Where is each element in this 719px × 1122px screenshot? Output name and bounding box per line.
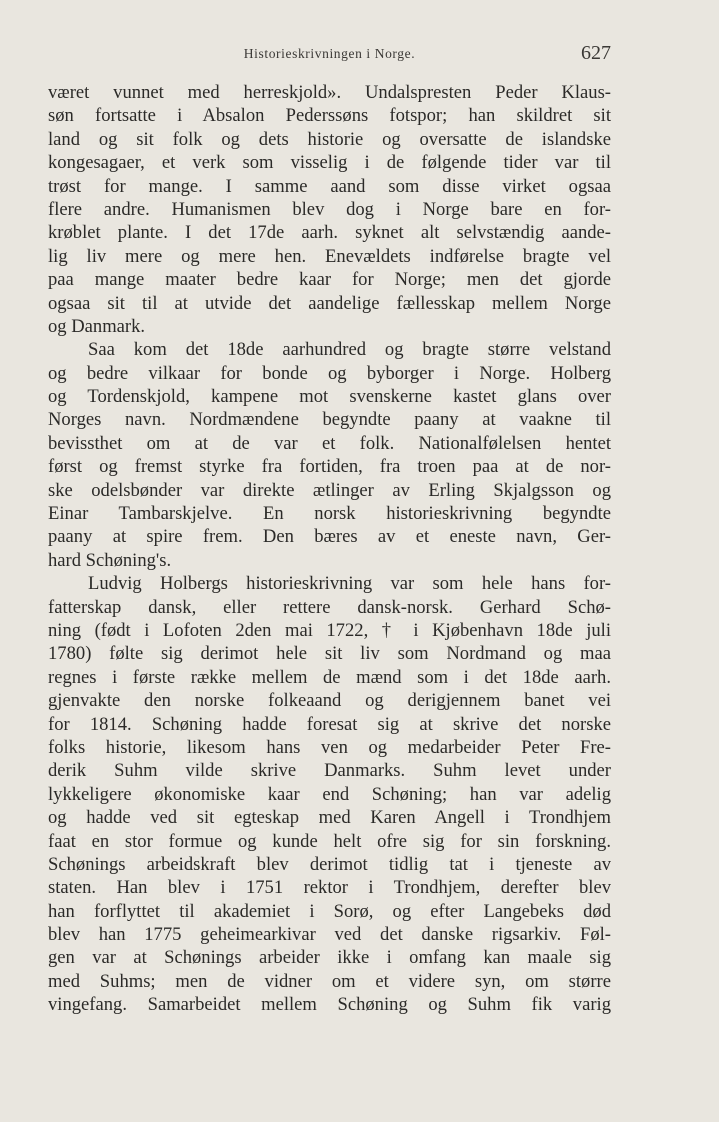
running-header bbox=[48, 42, 611, 70]
text-line: med Suhms; men de vidner om et videre syn, om større bbox=[48, 970, 611, 992]
text-line: Schønings arbeidskraft blev derimot tidlig tat i tjeneste av bbox=[48, 853, 611, 875]
text-line: blev han 1775 geheimearkivar ved det danske rigsarkiv. Føl- bbox=[48, 924, 611, 946]
text-line: ske odelsbønder var direkte ætlinger av Erling Skjalgsson og bbox=[48, 479, 611, 501]
text-line: folks historie, likesom hans ven og medarbeider Peter Fre- bbox=[48, 736, 611, 758]
text-line: lykkeligere økonomiske kaar end Schøning; han var adelig bbox=[48, 783, 611, 805]
text-line: og Tordenskjold, kampene mot svenskerne kastet glans over bbox=[48, 386, 611, 408]
text-line: trøst for mange. I samme aand som disse virket ogsaa bbox=[48, 175, 611, 197]
body-text bbox=[48, 81, 611, 1017]
text-line: faat en stor formue og kunde helt ofre sig for sin forskning. bbox=[48, 830, 611, 852]
text-line: paany at spire frem. Den bæres av et eneste navn, Ger- bbox=[48, 526, 611, 548]
text-line: lig liv mere og mere hen. Enevældets indførelse bragte vel bbox=[48, 245, 611, 267]
text-line: Norges navn. Nordmændene begyndte paany at vaakne til bbox=[48, 409, 611, 431]
text-line: regnes i første række mellem de mænd som i det 18de aarh. bbox=[48, 666, 611, 688]
text-line: staten. Han blev i 1751 rektor i Trondhjem, derefter blev bbox=[48, 877, 611, 899]
text-line: bevissthet om at de var et folk. Nationalfølelsen hentet bbox=[48, 432, 611, 454]
text-line: først og fremst styrke fra fortiden, fra troen paa at de nor- bbox=[48, 456, 611, 478]
text-line: vingefang. Samarbeidet mellem Schøning og Suhm fik varig bbox=[48, 994, 611, 1016]
text-line: derik Suhm vilde skrive Danmarks. Suhm levet under bbox=[48, 760, 611, 782]
page-number: 627 bbox=[581, 42, 611, 64]
text-line: ning (født i Lofoten 2den mai 1722, † i Kjøbenhavn 18de juli bbox=[48, 619, 611, 641]
text-line: han forflyttet til akademiet i Sorø, og efter Langebeks død bbox=[48, 900, 611, 922]
text-line: Einar Tambarskjelve. En norsk historieskrivning begyndte bbox=[48, 503, 611, 525]
text-line: gen var at Schønings arbeider ikke i omfang kan maale sig bbox=[48, 947, 611, 969]
text-line: og bedre vilkaar for bonde og byborger i Norge. Holberg bbox=[48, 362, 611, 384]
text-line: hard Schøning's. bbox=[48, 549, 172, 571]
text-line: 1780) følte sig derimot hele sit liv som Nordmand og maa bbox=[48, 643, 611, 665]
text-line: gjenvakte den norske folkeaand og derigjennem banet vei bbox=[48, 690, 611, 712]
text-line: ogsaa sit til at utvide det aandelige fællesskap mellem Norge bbox=[48, 292, 611, 314]
text-line: flere andre. Humanismen blev dog i Norge bare en for- bbox=[48, 198, 611, 220]
text-line: paa mange maater bedre kaar for Norge; men det gjorde bbox=[48, 269, 611, 291]
text-line: land og sit folk og dets historie og oversatte de islandske bbox=[48, 128, 611, 150]
text-line: Ludvig Holbergs historieskrivning var som hele hans for- bbox=[88, 573, 611, 595]
text-line: Saa kom det 18de aarhundred og bragte større velstand bbox=[88, 339, 611, 361]
text-line: fatterskap dansk, eller rettere dansk-norsk. Gerhard Schø- bbox=[48, 596, 611, 618]
text-line: for 1814. Schøning hadde foresat sig at skrive det norske bbox=[48, 713, 611, 735]
text-line: og hadde ved sit egteskap med Karen Angell i Trondhjem bbox=[48, 807, 611, 829]
text-line: krøblet plante. I det 17de aarh. syknet alt selvstændig aande- bbox=[48, 222, 611, 244]
text-line: søn fortsatte i Absalon Pederssøns fotspor; han skildret sit bbox=[48, 105, 611, 127]
text-line: og Danmark. bbox=[48, 315, 146, 337]
text-line: været vunnet med herreskjold». Undalspresten Peder Klaus- bbox=[48, 82, 611, 103]
running-title: Historieskrivningen i Norge. bbox=[243, 46, 416, 61]
text-line: kongesagaer, et verk som visselig i de følgende tider var til bbox=[48, 152, 611, 174]
